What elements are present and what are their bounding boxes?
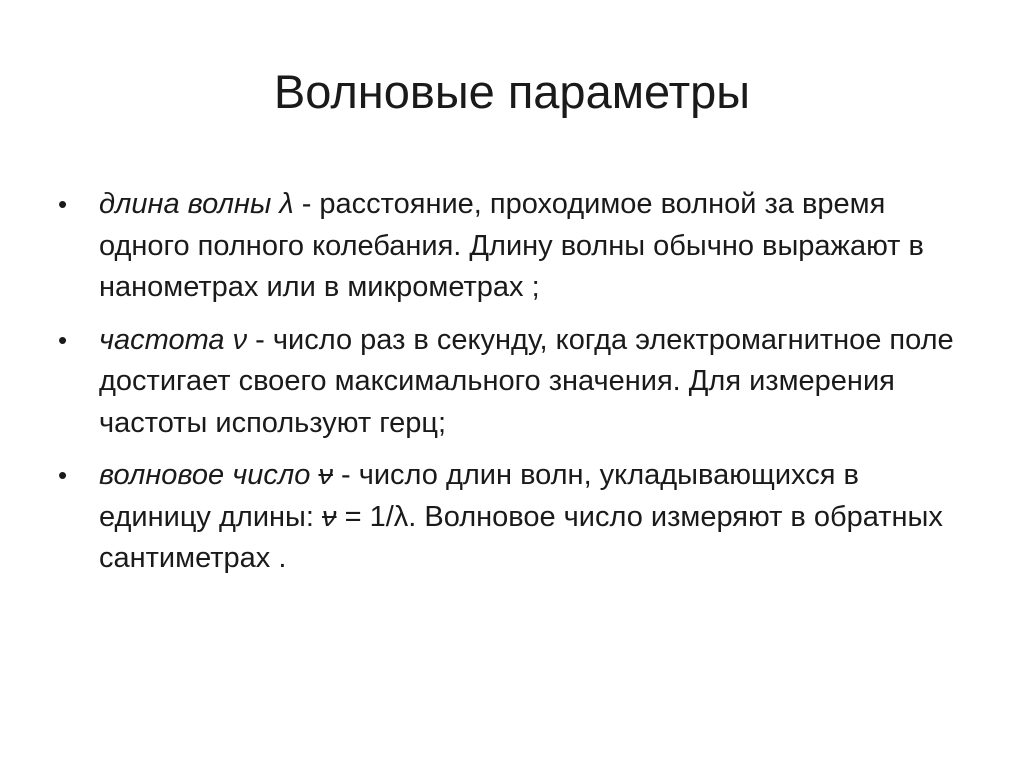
term-wavenumber: волновое число xyxy=(99,459,319,491)
bullet-wavelength xyxy=(58,184,968,309)
definition-wavenumber: - число длин волн, укладывающихся в единицу длины: xyxy=(99,459,859,533)
definition-wavelength: - расстояние, проходимое волной за время одного полного колебания. Длину волны обычно выражают в нанометрах или в микрометрах ; xyxy=(99,188,924,303)
formula-rest: = 1/λ. xyxy=(336,500,417,533)
term-wavelength: длина волны λ xyxy=(99,188,294,220)
bullet-list xyxy=(58,184,968,591)
slide-title: Волновые параметры xyxy=(273,65,751,118)
term-frequency: частота ν xyxy=(99,323,248,356)
bullet-dot-icon: • xyxy=(58,189,68,219)
bullet-dot-icon: • xyxy=(58,324,68,355)
bullet-dot-icon: • xyxy=(58,460,68,490)
definition-frequency: - число раз в секунду, когда электромагнитное поле достигает своего максимального значения. Для измерения частоты используют герц; xyxy=(99,323,954,439)
definition-wavenumber-units: Волновое число измеряют в обратных сантиметрах . xyxy=(99,500,943,574)
formula-symbol: ν xyxy=(322,500,337,533)
bullet-frequency xyxy=(58,320,968,445)
bullet-wavenumber xyxy=(58,455,968,580)
wavenumber-symbol: ν xyxy=(318,459,333,491)
